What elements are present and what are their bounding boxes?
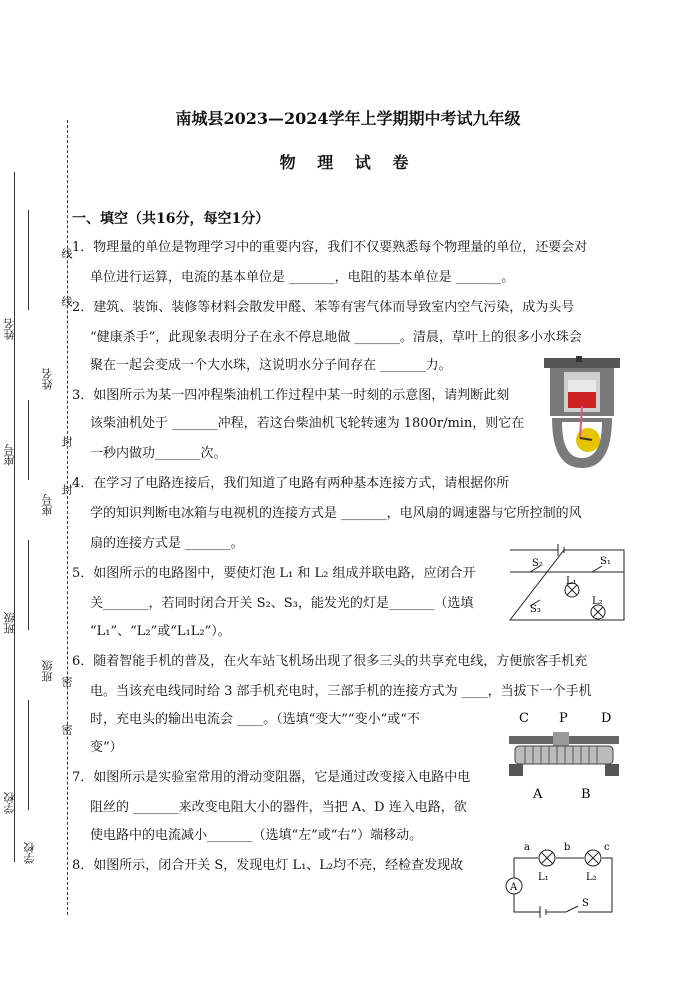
binding-dashed-line (67, 120, 68, 915)
q7-line-2: 阻丝的 _______来改变电阻大小的器件，当把 A、D 连入电路，欲 (90, 800, 467, 815)
binding-solid-line (14, 172, 15, 862)
ammeter-label: A (510, 882, 518, 893)
margin-blank-line (28, 700, 29, 810)
school-label-2: 学校 (23, 842, 36, 864)
q7-line-3: 使电路中的电流减小_______（选填“左”或“右”）端移动。 (90, 828, 423, 843)
l1-label-8: L₁ (538, 872, 549, 883)
node-a-label: a (524, 842, 530, 853)
q2-line-2: “健康杀手”，此现象表明分子在永不停息地做 _______。清晨，草叶上的很多小水珠会 (90, 330, 582, 345)
l2-label: L₂ (592, 596, 603, 607)
rheostat-figure (505, 706, 623, 804)
s3-label: S₃ (530, 604, 541, 615)
l2-label-8: L₂ (586, 872, 597, 883)
q4-line-1: 4．在学习了电路连接后，我们知道了电路有两种基本连接方式，请根据你所 (72, 476, 510, 491)
node-b-label: b (564, 842, 571, 853)
q8-line-1: 8．如图所示，闭合开关 S，发现电灯 L₁、L₂均不亮，经检查发现故 (72, 858, 464, 873)
q1-line-1: 1．物理量的单位是物理学习中的重要内容，我们不仅要熟悉每个物理量的单位，还要会对 (72, 240, 588, 255)
rheostat-p-label: P (559, 711, 568, 726)
s1-label: S₁ (600, 556, 611, 567)
s2-label: S₂ (532, 558, 543, 569)
page-title: 南城县2023—2024学年上学期期中考试九年级 (175, 109, 521, 128)
rheostat-a-label: A (533, 787, 543, 802)
rheostat-c-label: C (519, 711, 529, 726)
rheostat-d-label: D (601, 711, 612, 726)
q2-line-1: 2．建筑、装饰、装修等材料会散发甲醛、苯等有害气体而导致室内空气污染，成为头号 (72, 300, 575, 315)
q5-line-2: 关_______，若同时闭合开关 S₂、S₃，能发光的灯是_______（选填 (90, 596, 474, 611)
q6-line-2: 电。当该充电线同时给 3 部手机充电时，三部手机的连接方式为 ____，当拔下一个手机 (90, 684, 592, 699)
section-heading: 一、填空（共16分，每空1分） (72, 211, 270, 227)
rheostat-b-label: B (581, 787, 591, 802)
q5-circuit-figure (500, 540, 630, 632)
mark-xian-2: 线 (60, 296, 73, 307)
q4-line-2: 学的知识判断电冰箱与电视机的连接方式是 _______，电风扇的调速器与它所控制的风 (90, 506, 582, 521)
node-c-label: c (604, 842, 610, 853)
class-label-2: 班级 (41, 660, 54, 682)
mark-feng: 封 (60, 436, 73, 447)
name-label-2: 姓名 (41, 368, 54, 390)
seat-label-2: 座号 (41, 494, 54, 516)
switch-s-label: S (582, 898, 589, 909)
q6-line-1: 6．随着智能手机的普及，在火车站飞机场出现了很多三头的共享充电线，方便旅客手机充 (72, 654, 588, 669)
q5-line-1: 5．如图所示的电路图中，要使灯泡 L₁ 和 L₂ 组成并联电路，应闭合开 (72, 566, 476, 581)
mark-mi: 密 (60, 676, 73, 687)
q7-line-1: 7．如图所示是实验室常用的滑动变阻器，它是通过改变接入电路中电 (72, 770, 471, 785)
q1-line-2: 单位进行运算，电流的基本单位是 _______，电阻的基本单位是 _______。 (90, 270, 515, 285)
school-label: 学校 (3, 792, 16, 814)
q3-line-1: 3．如图所示为某一四冲程柴油机工作过程中某一时刻的示意图，请判断此刻 (72, 388, 510, 403)
diesel-engine-figure (540, 356, 624, 474)
q6-line-4: 变”） (90, 740, 123, 755)
q3-line-3: 一秒内做功_______次。 (90, 446, 227, 461)
margin-blank-line (28, 210, 29, 310)
q6-line-3: 时，充电头的输出电流会 ____。（选填“变大”“变小”或“不 (90, 712, 420, 727)
l1-label: L₁ (566, 576, 577, 587)
page-subtitle: 物 理 试 卷 (279, 153, 417, 172)
seat-label: 座号 (3, 444, 16, 466)
margin-blank-line (28, 400, 29, 480)
q2-line-3: 聚在一起会变成一个大水珠，这说明水分子间存在 _______力。 (90, 358, 452, 373)
name-label: 姓名 (3, 318, 16, 340)
mark-mi-2: 密 (60, 724, 73, 735)
mark-xian: 线 (60, 248, 73, 259)
q8-circuit-figure (500, 838, 620, 918)
q4-line-3: 扇的连接方式是 _______。 (90, 536, 244, 551)
class-label: 班级 (3, 612, 16, 634)
margin-blank-line (28, 540, 29, 630)
q5-line-3: “L₁”、“L₂”或“L₁L₂”）。 (90, 624, 231, 639)
mark-feng-2: 封 (60, 484, 73, 495)
q3-line-2: 该柴油机处于 _______冲程，若这台柴油机飞轮转速为 1800r/min，则它在 (90, 416, 525, 431)
